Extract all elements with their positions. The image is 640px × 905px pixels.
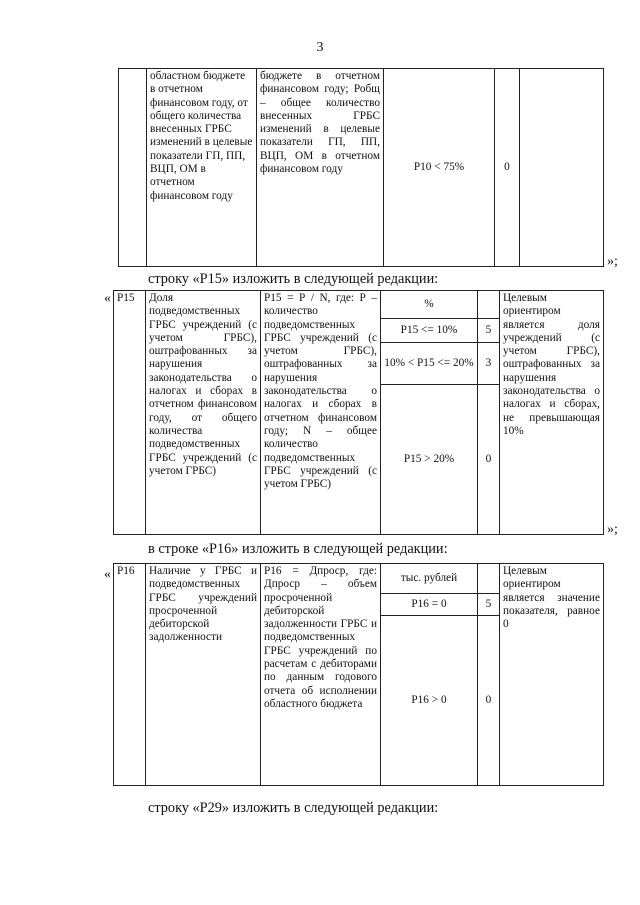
indicator-name-cell: Наличие у ГРБС и подведомственных ГРБС учреждений просроченной дебиторской задолженности [146, 564, 261, 786]
score-cell: 0 [478, 385, 500, 535]
score-cell: 5 [478, 594, 500, 616]
formula-cell: Р15 = Р / N, где: Р – количество подведомственных ГРБС учреждений (с учетом ГРБС), оштрафованных за нарушения законодательства о налогах и сборах в отчетном финансовом году; N – общее количество подведомственных ГРБС учреждений (с учетом ГРБС) [261, 291, 381, 535]
score-cell: 3 [478, 343, 500, 385]
code-cell: Р16 [114, 564, 146, 786]
condition-cell: Р15 <= 10% [381, 319, 478, 343]
unit-cell: % [381, 291, 478, 319]
table-p10-continuation [118, 68, 604, 267]
unit-score-cell [478, 564, 500, 594]
page-number: 3 [316, 40, 324, 55]
unit-score-cell [478, 291, 500, 319]
table-p15 [113, 290, 604, 535]
condition-cell: 10% < Р15 <= 20% [381, 343, 478, 385]
indicator-name-cell: Доля подведомственных ГРБС учреждений (с учетом ГРБС), оштрафованных за нарушения законодательства о налогах и сборах в отчетном финансовом году, от общего количества подведомственных ГРБС учреждений (с учетом ГРБС) [146, 291, 261, 535]
target-cell: Целевым ориентиром является значение показателя, равное 0 [500, 564, 604, 786]
indicator-name-cell: областном бюджете в отчетном финансовом году, от общего количества внесенных ГРБС изменений в целевые показатели ГП, ПП, ВЦП, ОМ в отчетном финансовом году [147, 69, 257, 267]
open-quote: « [104, 567, 111, 582]
instruction-p15: строку «Р15» изложить в следующей редакции: [148, 271, 439, 287]
instruction-p16: в строке «Р16» изложить в следующей редакции: [148, 541, 448, 557]
close-quote: »; [607, 254, 618, 269]
condition-cell: Р16 = 0 [381, 594, 478, 616]
close-quote: »; [607, 522, 618, 537]
unit-cell: тыс. рублей [381, 564, 478, 594]
score-cell: 0 [495, 69, 520, 267]
target-cell [520, 69, 604, 267]
formula-cell: Р16 = Дпроср, где: Дпроср – объем просроченной дебиторской задолженности ГРБС и подведомственных ГРБС учреждений по расчетам с дебиторами по данным годового отчета об исполнении областного бюджета [261, 564, 381, 786]
score-cell: 5 [478, 319, 500, 343]
score-cell: 0 [478, 616, 500, 786]
condition-cell: Р16 > 0 [381, 616, 478, 786]
formula-cell: бюджете в отчетном финансовом году; Робщ – общее количество внесенных ГРБС изменений в целевые показатели ГП, ПП, ВЦП, ОМ в отчетном финансовом году [257, 69, 384, 267]
condition-cell: Р10 < 75% [384, 69, 495, 267]
condition-cell: Р15 > 20% [381, 385, 478, 535]
open-quote: « [104, 291, 111, 306]
table-p16 [113, 563, 604, 786]
code-cell [119, 69, 147, 267]
target-cell: Целевым ориентиром является доля учреждений (с учетом ГРБС), оштрафованных за нарушения законодательства о налогах и сборах, не превышающая 10% [500, 291, 604, 535]
code-cell: Р15 [114, 291, 146, 535]
instruction-p29: строку «Р29» изложить в следующей редакции: [148, 800, 439, 816]
